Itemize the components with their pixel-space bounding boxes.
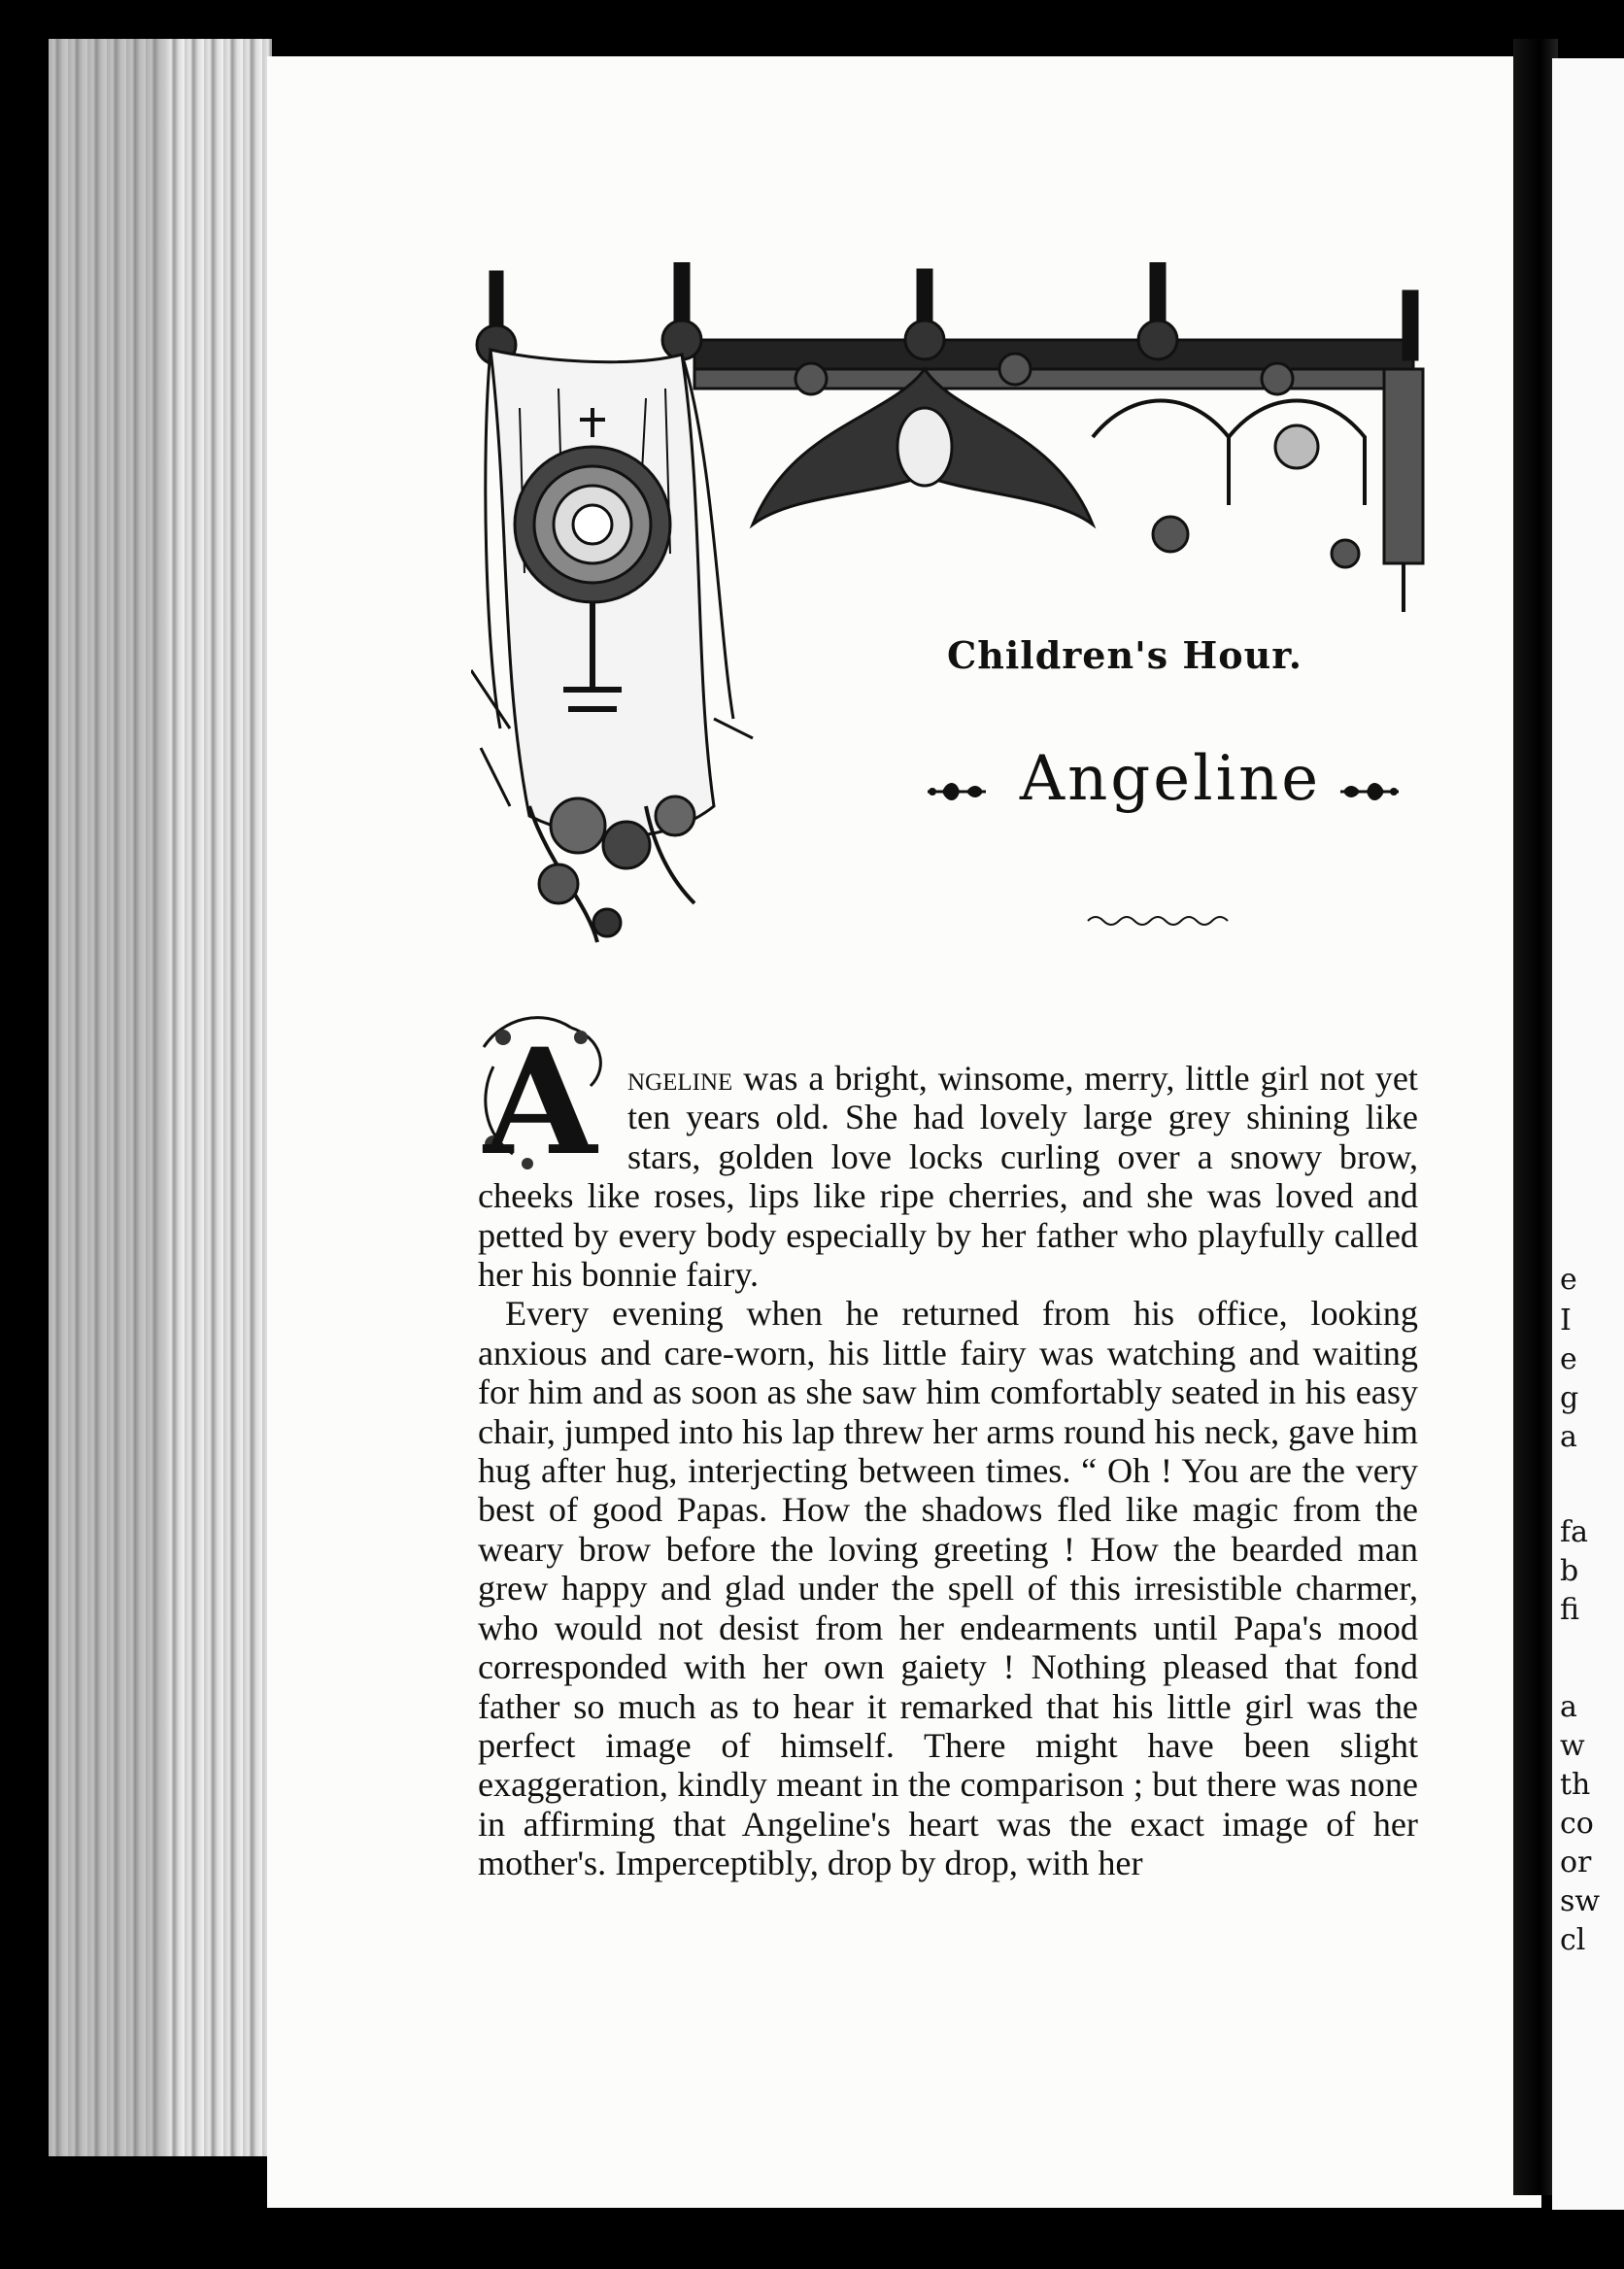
gothic-canopy-ornament-icon [471, 262, 1457, 962]
page-edges-shade [49, 39, 165, 2156]
fleuron-right-icon [1336, 772, 1404, 811]
facing-fragment: fi [1560, 1593, 1580, 1627]
drop-cap [474, 1008, 620, 1188]
paragraph-text: was a bright, winsome, merry, little girl not yet ten years old. She had lovely large grey shining like stars, golden love locks curling over a snowy brow, cheeks like roses, lips like ripe cherries, and she was loved and petted by every body especially by her father who playfully called her his bonnie fairy. [478, 1059, 1418, 1295]
facing-fragment: cl [1560, 1923, 1586, 1957]
section-subtitle: Children's Hour. [946, 633, 1303, 677]
facing-fragment: sw [1560, 1884, 1601, 1918]
title-row [923, 743, 1408, 840]
wavy-divider-icon [1086, 911, 1232, 927]
facing-page [1552, 58, 1624, 2210]
lead-word: ngeline [627, 1059, 733, 1098]
facing-fragment: a [1560, 1420, 1577, 1454]
facing-fragment: g [1560, 1381, 1579, 1415]
facing-fragment: co [1560, 1807, 1594, 1841]
facing-fragment: fa [1560, 1515, 1588, 1549]
facing-fragment: e [1560, 1263, 1577, 1297]
drop-cap-letter: A [484, 1017, 597, 1188]
facing-fragment: th [1560, 1768, 1591, 1802]
paragraph [478, 1017, 1418, 1295]
facing-fragment: a [1560, 1690, 1577, 1724]
facing-fragment: I [1560, 1304, 1572, 1338]
fleuron-left-icon [923, 772, 991, 811]
facing-fragment: b [1560, 1554, 1579, 1588]
facing-fragment: e [1560, 1342, 1577, 1376]
page-title: Angeline [1019, 743, 1322, 815]
article-body [478, 1017, 1418, 1883]
paragraph: Every evening when he returned from his office, looking anxious and care-worn, his little fairy was watching and waiting for him and as soon as she saw him comfortably seated in his easy chair, jumped into his lap threw her arms round his neck, gave him hug after hug, interjecting between times. “ Oh ! You are the very best of good Papas. How the shadows fled like magic from the weary brow before the loving greeting ! How the bearded man grew happy and glad under the spell of this irresistible charmer, who would not desist from her endearments until Papa's mood corresponded with her own gaiety ! Nothing pleased that fond father so much as to hear it remarked that his little girl was the perfect image of himself. There might have been slight exaggeration, kindly meant in the comparison ; but there was none in affirming that Angeline's heart was the exact image of her mother's. Imperceptibly, drop by drop, with her [478, 1294, 1418, 1883]
facing-fragment: w [1560, 1729, 1585, 1763]
facing-fragment: or [1560, 1846, 1592, 1880]
